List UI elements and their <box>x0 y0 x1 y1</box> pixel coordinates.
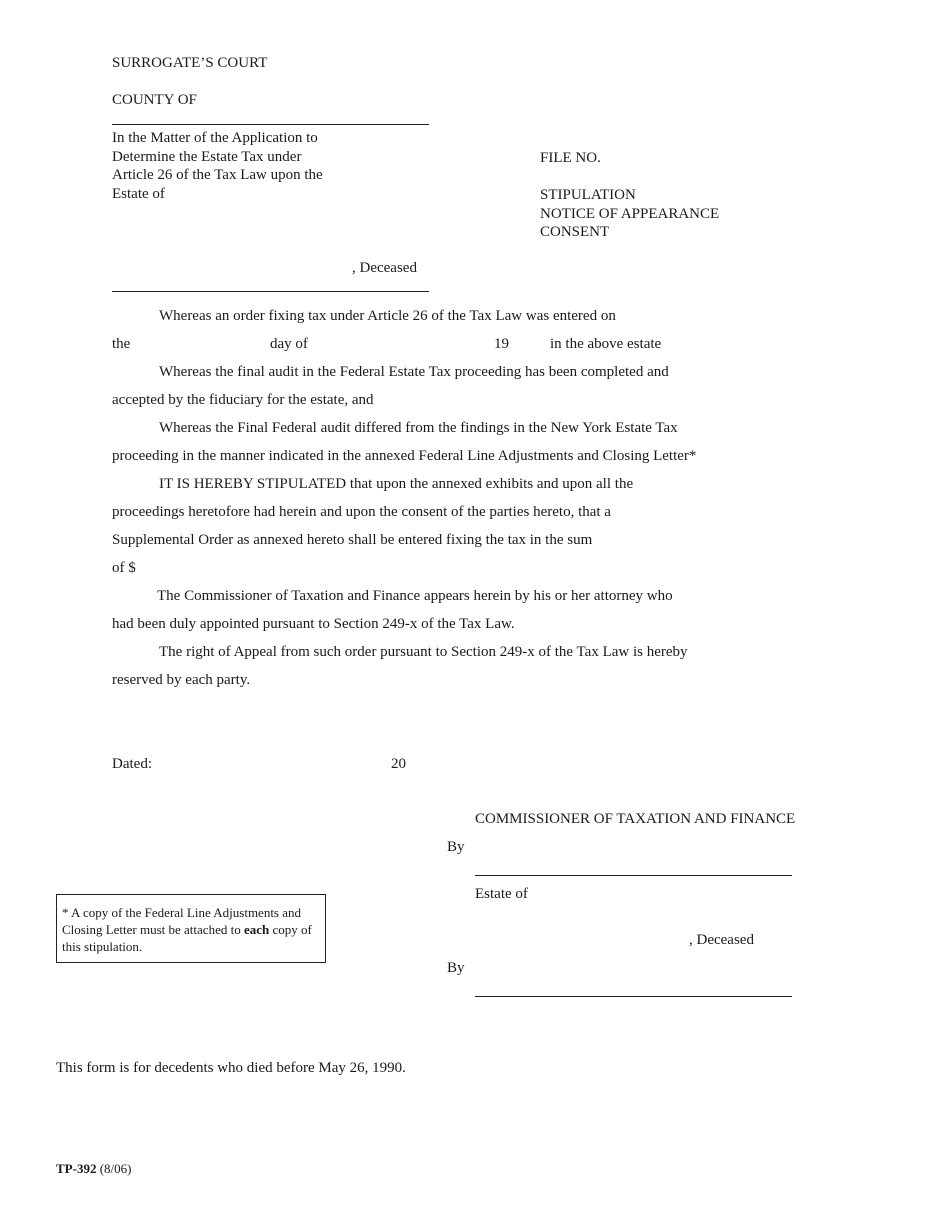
caption-deceased-label: , Deceased <box>352 260 417 276</box>
commissioner-title: COMMISSIONER OF TAXATION AND FINANCE <box>475 811 796 827</box>
paragraph-right-of-appeal: The right of Appeal from such order pursuant to Section 249-x of the Tax Law is hereby <box>159 644 688 660</box>
estate-of-label: Estate of <box>475 886 528 902</box>
paragraph-order-entered: Whereas an order fixing tax under Article 26 of the Tax Law was entered on <box>159 308 616 324</box>
dated-century: 20 <box>391 756 406 772</box>
signature-deceased-label: , Deceased <box>689 932 754 948</box>
commissioner-signature-line <box>475 875 792 876</box>
form-number: TP-392 <box>56 1161 97 1176</box>
document-types <box>540 186 719 242</box>
date-line-the: the <box>112 336 131 352</box>
doc-type-consent: CONSENT <box>540 224 610 240</box>
estate-signature-line <box>475 996 792 997</box>
county-label: COUNTY OF <box>112 92 197 108</box>
caption-bottom-rule <box>112 291 429 292</box>
paragraph-stipulated-cont-1: proceedings heretofore had herein and upon the consent of the parties hereto, that a <box>112 504 611 520</box>
note-text-part2: copy of this stipulation. <box>62 922 312 954</box>
note-text-part1: * A copy of the Federal Line Adjustments and Closing Letter must be attached to <box>62 905 302 937</box>
matter-line: In the Matter of the Application to <box>112 130 318 146</box>
matter-caption <box>112 129 323 203</box>
paragraph-final-audit-cont: accepted by the fiduciary for the estate, and <box>112 392 374 408</box>
by-label-commissioner: By <box>447 839 465 855</box>
attachment-note-box <box>56 894 326 963</box>
matter-line: Estate of <box>112 185 165 202</box>
by-label-estate: By <box>447 960 465 976</box>
paragraph-stipulated-cont-2: Supplemental Order as annexed hereto shall be entered fixing the tax in the sum <box>112 532 593 548</box>
paragraph-audit-differed: Whereas the Final Federal audit differed from the findings in the New York Estate Tax <box>159 420 678 436</box>
matter-line: Article 26 of the Tax Law upon the <box>112 167 323 183</box>
date-line-tail: in the above estate <box>550 336 662 352</box>
doc-type-stipulation: STIPULATION <box>540 187 636 203</box>
dated-label: Dated: <box>112 756 152 772</box>
matter-line: Determine the Estate Tax under <box>112 148 302 165</box>
paragraph-stipulated: IT IS HEREBY STIPULATED that upon the annexed exhibits and upon all the <box>159 476 634 492</box>
doc-type-notice-of-appearance: NOTICE OF APPEARANCE <box>540 205 720 222</box>
paragraph-commissioner-appears: The Commissioner of Taxation and Finance appears herein by his or her attorney who <box>157 588 673 604</box>
date-line-year-prefix: 19 <box>494 336 509 352</box>
file-no-label: FILE NO. <box>540 150 601 166</box>
paragraph-final-audit: Whereas the final audit in the Federal Estate Tax proceeding has been completed and <box>159 364 669 380</box>
court-name: SURROGATE’S COURT <box>112 55 268 71</box>
paragraph-right-of-appeal-cont: reserved by each party. <box>112 672 251 688</box>
form-revision: (8/06) <box>99 1161 132 1176</box>
tax-sum-label: of $ <box>112 560 136 576</box>
note-text-bold: each <box>243 922 270 937</box>
form-identifier <box>56 1161 131 1177</box>
applicability-notice: This form is for decedents who died before May 26, 1990. <box>56 1060 406 1076</box>
paragraph-audit-differed-cont: proceeding in the manner indicated in the annexed Federal Line Adjustments and Closing Letter* <box>112 448 697 464</box>
paragraph-commissioner-appears-cont: had been duly appointed pursuant to Section 249-x of the Tax Law. <box>112 616 515 632</box>
caption-top-rule <box>112 124 429 125</box>
date-line-day-of: day of <box>270 336 308 352</box>
